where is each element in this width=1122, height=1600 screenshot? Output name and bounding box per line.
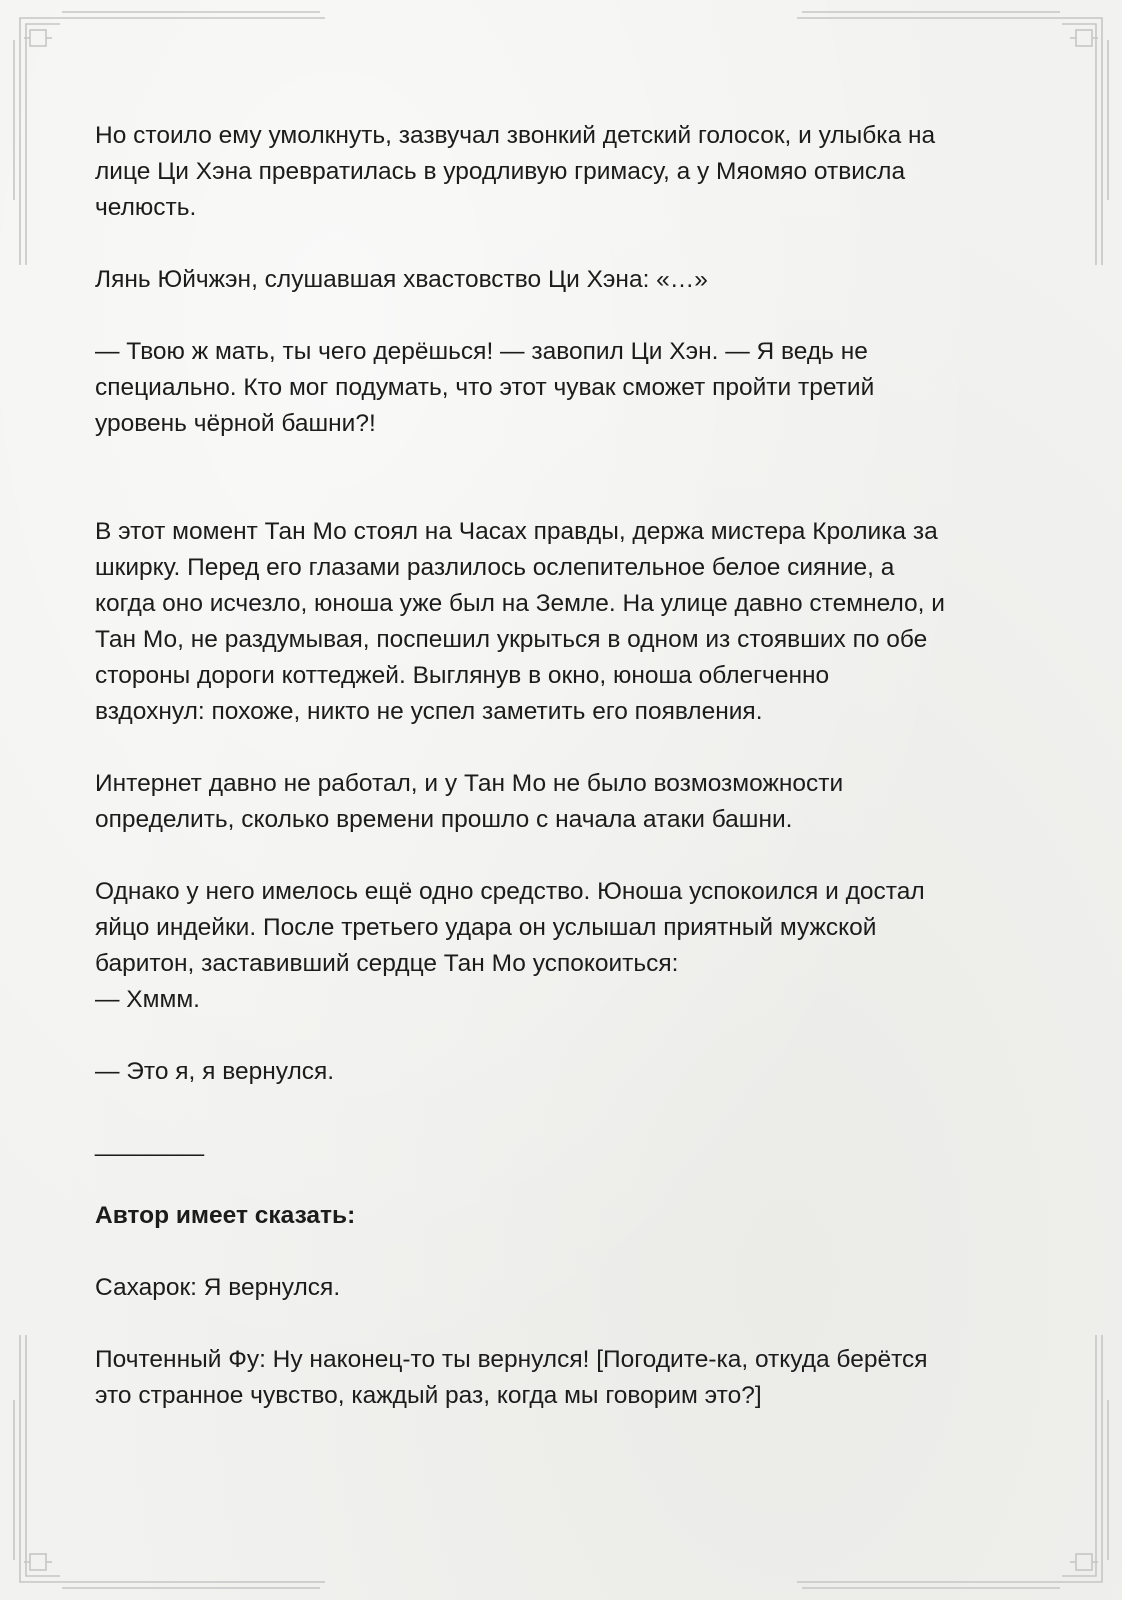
text-line: В этот момент Тан Мо стоял на Часах правды, держа мистера Кролика за xyxy=(95,518,938,545)
text-line: — Хммм. xyxy=(95,986,200,1013)
text-line: стороны дороги коттеджей. Выглянув в окно, юноша облегченно xyxy=(95,662,830,689)
text-line: Сахарок: Я вернулся. xyxy=(95,1274,341,1301)
text-line: — Это я, я вернулся. xyxy=(95,1058,335,1085)
text-line: Интернет давно не работал, и у Тан Мо не было возмозможности xyxy=(95,770,844,797)
text-line: баритон, заставивший сердце Тан Мо успокоиться: xyxy=(95,950,679,977)
text-line: уровень чёрной башни?! xyxy=(95,410,376,437)
text-line: яйцо индейки. После третьего удара он услышал приятный мужской xyxy=(95,914,877,941)
text-line: шкирку. Перед его глазами разлилось ослепительное белое сияние, а xyxy=(95,554,895,581)
text-line: определить, сколько времени прошло с начала атаки башни. xyxy=(95,806,793,833)
text-line: лице Ци Хэна превратилась в уродливую гримасу, а у Мяомяо отвисла xyxy=(95,158,906,185)
scene-break-gap xyxy=(95,478,1025,514)
author-note-title: Автор имеет сказать: xyxy=(95,1202,356,1229)
paragraph-4 xyxy=(95,514,1025,730)
text-line: челюсть. xyxy=(95,194,197,221)
text-line: Тан Мо, не раздумывая, поспешил укрыться в одном из стоявших по обе xyxy=(95,626,928,653)
paragraph-6 xyxy=(95,874,1025,1018)
text-line: вздохнул: похоже, никто не успел заметить его появления. xyxy=(95,698,763,725)
text-line: Почтенный Фу: Ну наконец-то ты вернулся! [Погодите-ка, откуда берётся xyxy=(95,1346,928,1373)
paragraph-3 xyxy=(95,334,1025,442)
author-note-paragraph-1 xyxy=(95,1270,1025,1306)
text-line: это странное чувство, каждый раз, когда мы говорим это?] xyxy=(95,1382,762,1409)
text-line: специально. Кто мог подумать, что этот чувак сможет пройти третий xyxy=(95,374,875,401)
text-line: Однако у него имелось ещё одно средство. Юноша успокоился и достал xyxy=(95,878,925,905)
paragraph-5 xyxy=(95,766,1025,838)
text-line: — Твою ж мать, ты чего дерёшься! — завопил Ци Хэн. — Я ведь не xyxy=(95,338,868,365)
paragraph-1 xyxy=(95,118,1025,226)
paragraph-7 xyxy=(95,1054,1025,1090)
text-line: Но стоило ему умолкнуть, зазвучал звонкий детский голосок, и улыбка на xyxy=(95,122,936,149)
paragraph-2 xyxy=(95,262,1025,298)
text-line: Лянь Юйчжэн, слушавшая хвастовство Ци Хэна: «…» xyxy=(95,266,708,293)
document-body xyxy=(95,118,1025,1450)
author-note-paragraph-2 xyxy=(95,1342,1025,1414)
text-line: когда оно исчезло, юноша уже был на Земле. На улице давно стемнело, и xyxy=(95,590,945,617)
separator-line: ________ xyxy=(95,1130,205,1157)
